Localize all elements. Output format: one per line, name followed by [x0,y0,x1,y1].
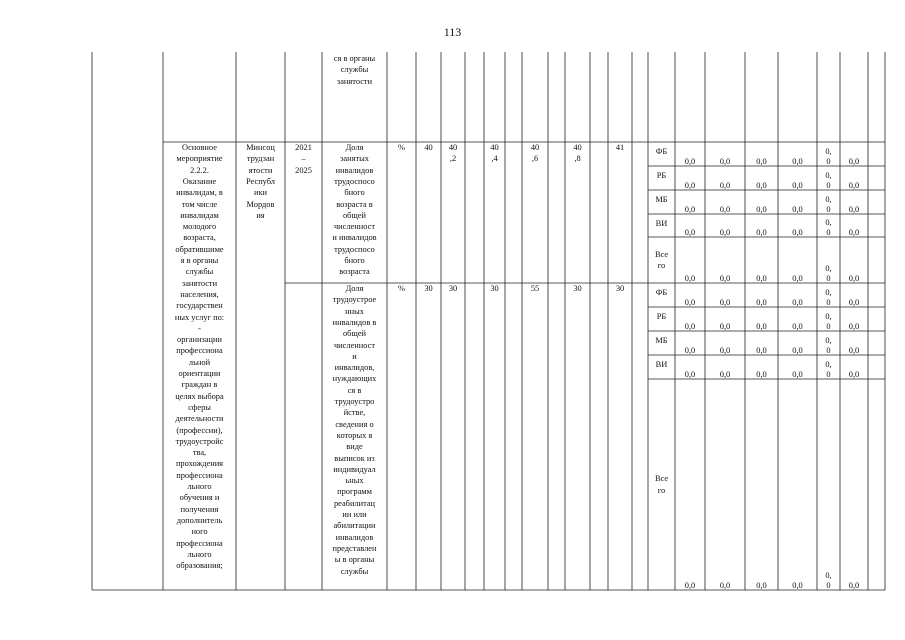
indicator-name-line: нуждающих [332,374,377,384]
finance-value: 0,0 [756,181,767,190]
indicator-name-line: занятых [340,154,369,164]
finance-value: 0,0 [756,581,767,590]
indicator-unit: % [398,143,405,152]
finance-value: 0,0 [848,228,860,237]
finance-value: 0,0 [848,274,860,283]
finance-value: 0,0 [756,274,767,283]
executor-line: ия [256,210,265,220]
executor-line: Мордов [246,199,275,209]
finance-value-part: 0 [826,370,831,379]
indicator-name-line: индивидуал [333,464,376,474]
finance-value: 0,0 [756,157,767,166]
finance-value: 0,0 [719,581,731,590]
activity-name-line: - [198,323,201,333]
executor-line: ятости [248,165,273,175]
finance-source-label: МБ [655,336,668,345]
finance-value-part: 0 [826,228,831,237]
indicator-name-line: ся в [347,385,362,395]
indicator-name-line: реабилитац [333,498,376,508]
finance-value: 0,0 [719,346,731,355]
activity-name-line: мероприятие [176,154,223,164]
finance-value: 0,0 [792,181,803,190]
indicator-unit: % [398,284,405,293]
indicator-name-line: ьных [345,476,364,486]
indicator-name-line: трудоспосо [334,176,375,186]
activity-name-line: граждан в [181,380,218,390]
finance-value: 0,0 [684,581,696,590]
page-number: 113 [443,25,462,39]
indicator-name-line: службы [340,566,369,576]
indicator-target-value: ,4 [491,154,498,164]
activity-name-line: льной [188,357,211,367]
indicator-name-line: численност [333,222,376,232]
activity-name-line: организации [177,335,222,345]
finance-value: 0,0 [719,322,731,331]
activity-name-line: деятельности [175,414,224,424]
activity-name-line: профессиона [176,538,223,548]
activity-name-line: трудоустройс [175,436,224,446]
finance-source-label: РБ [656,312,667,321]
indicator-target-value: 40 [490,143,499,152]
activity-name-line: ных услуг по: [174,312,225,322]
activity-name-line: населения, [180,289,219,299]
finance-value: 0,0 [684,205,696,214]
period-line: 2025 [295,165,312,175]
finance-value: 0,0 [848,157,860,166]
finance-value-part: 0, [825,171,832,180]
finance-value-part: 0, [825,264,832,273]
finance-value: 0,0 [756,322,767,331]
finance-source-label: РБ [656,171,667,180]
finance-value: 0,0 [684,298,696,307]
finance-value-part: 0 [826,274,831,283]
finance-source-label: ФБ [655,147,668,156]
finance-value: 0,0 [848,370,860,379]
finance-value: 0,0 [792,346,803,355]
finance-value: 0,0 [848,181,860,190]
finance-value: 0,0 [719,205,731,214]
indicator-name-line: возраста в [336,199,373,209]
activity-name-line: инвалидам [180,210,219,220]
finance-value: 0,0 [848,581,860,590]
indicator-name-line: общей [342,329,367,339]
finance-value: 0,0 [684,181,696,190]
activity-name-line: льного [187,549,212,559]
indicator-name-line: трудоустрое [332,295,377,305]
activity-name-line: целях выбора [175,391,224,401]
finance-value: 0,0 [756,205,767,214]
indicator-target-value: ,6 [531,154,539,164]
indicator-name-line: и [352,351,357,361]
finance-value: 0,0 [719,370,731,379]
indicator-name-line: виде [346,442,363,452]
finance-value: 0,0 [848,346,860,355]
indicator-name-line: численност [333,340,376,350]
activity-name-line: сферы [188,402,211,412]
indicator-name-continued: ся в органы [333,54,376,63]
finance-value: 0,0 [848,322,860,331]
finance-value-part: 0 [826,581,831,590]
executor-line: Минсоц [246,143,275,152]
activity-name-line: инвалидам, в [176,188,223,198]
indicator-name-line: возраста [339,267,370,277]
finance-value: 0,0 [684,228,696,237]
finance-value-part: 0 [826,298,831,307]
activity-name-line: ного [191,527,208,537]
indicator-name-line: йстве, [343,408,366,418]
finance-value: 0,0 [792,322,803,331]
activity-name-line: ориентации [178,369,221,378]
executor-line: Республ [246,176,275,186]
indicator-name-continued: занятости [336,76,373,86]
finance-value: 0,0 [684,346,696,355]
activity-name-line: Основное [182,143,217,152]
finance-source-label: ФБ [655,288,668,297]
finance-value-part: 0 [826,205,831,214]
activity-name-line: (профессии), [176,425,223,435]
indicator-name-line: бного [344,188,365,198]
finance-value: 0,0 [756,298,767,307]
activity-name-line: том числе [181,199,218,209]
indicator-name-line: Доля [345,143,364,152]
activity-name-line: профессиона [176,346,223,356]
indicator-target-value: 30 [490,284,499,293]
finance-source-label: МБ [655,195,668,204]
activity-name-line: государствен [176,301,223,311]
indicator-name-line: Доля [345,284,364,293]
finance-value-part: 0, [825,336,832,345]
activity-name-line: дополнитель [176,515,223,525]
executor-line: трудзан [246,154,275,164]
executor-line: ики [253,188,268,198]
finance-value-part: 0 [826,322,831,331]
finance-value-part: 0, [825,218,832,227]
finance-value: 0,0 [719,157,731,166]
activity-name-line: занятости [181,278,218,288]
finance-value: 0,0 [792,228,803,237]
indicator-target-value: 41 [615,143,625,152]
period-line: – [301,154,306,164]
finance-value-part: 0, [825,288,832,297]
activity-name-line: обратившиме [175,244,224,254]
finance-value: 0,0 [792,205,803,214]
finance-value: 0,0 [848,205,860,214]
indicator-name-line: инвалидов, [334,363,375,373]
finance-value-part: 0, [825,147,832,156]
indicator-target-value: 30 [448,284,458,293]
indicator-target-value: 40 [573,143,582,152]
finance-value-part: 0, [825,312,832,321]
indicator-name-line: сведения о [335,419,374,429]
indicator-target-value: 40 [424,143,433,152]
finance-source-label: Все [654,474,669,484]
activity-name-line: я в органы [180,256,219,265]
activity-name-line: льного [187,482,212,491]
activity-name-line: прохождения [175,459,224,469]
indicator-name-line: которых я [336,430,373,440]
indicator-target-value: 30 [424,284,433,293]
indicator-name-line: выписок из [334,453,375,463]
finance-value: 0,0 [719,274,731,283]
activity-name-line: обучения и [179,493,220,503]
indicator-name-line: инвалидов [335,165,374,175]
indicator-name-line: инвалидов в [332,317,377,327]
finance-source-label: Все [654,249,669,259]
indicator-name-line: ии или [342,510,367,519]
indicator-target-value: 55 [530,284,540,293]
finance-value: 0,0 [684,370,696,379]
activity-name-line: молодого [182,222,217,232]
finance-value: 0,0 [756,228,767,237]
finance-value-part: 0, [825,360,832,369]
indicator-name-line: программ [337,487,372,497]
finance-value: 0,0 [792,370,803,379]
activity-name-line: Оказание [182,176,217,186]
finance-value: 0,0 [792,157,803,166]
finance-value: 0,0 [719,298,731,307]
finance-value-part: 0 [826,346,831,355]
finance-value-part: 0, [825,195,832,204]
activity-name-line: получения [180,504,219,514]
activity-name-line: профессиона [176,470,223,480]
indicator-target-value: ,2 [449,154,457,164]
indicator-name-line: абилитации [333,521,376,531]
indicator-target-value: 40 [530,143,540,152]
finance-value: 0,0 [719,228,731,237]
finance-value: 0,0 [792,298,803,307]
indicator-name-line: и инвалидов [332,233,377,243]
activity-name-line: тва, [192,448,207,458]
indicator-name-line: трудоустро [334,397,375,406]
period-line: 2021 [295,143,312,152]
finance-value: 0,0 [684,157,696,166]
finance-value-part: 0 [826,157,831,166]
finance-source-label: ВИ [655,360,668,369]
finance-value: 0,0 [792,581,803,590]
finance-value: 0,0 [684,274,696,283]
finance-source-label: го [657,261,666,270]
indicator-name-line: нных [345,306,364,316]
finance-value: 0,0 [719,181,731,190]
indicator-target-value: 40 [448,143,458,152]
activity-name-line: возраста, [183,233,216,243]
activity-name-line: службы [185,267,214,277]
finance-value: 0,0 [756,346,767,355]
indicator-name-line: трудоспосо [334,244,375,254]
activity-name-line: 2.2.2. [190,165,209,175]
finance-source-label: ВИ [655,219,668,228]
activity-name-line: образования; [176,561,223,571]
indicator-name-continued: службы [340,65,369,75]
indicator-target-value: ,8 [574,154,581,164]
indicator-target-value: 30 [573,284,582,293]
indicator-name-line: представлен [332,543,377,553]
finance-value: 0,0 [756,370,767,379]
indicator-name-line: бного [344,256,365,265]
indicator-name-line: общей [342,210,367,220]
finance-source-label: го [657,485,666,495]
indicator-target-value: 30 [615,284,625,293]
indicator-name-line: ы в органы [334,555,375,565]
finance-value-part: 0, [825,571,832,580]
indicator-name-line: инвалидов [335,532,374,542]
finance-value-part: 0 [826,181,831,190]
finance-value: 0,0 [792,274,803,283]
finance-value: 0,0 [684,322,696,331]
finance-value: 0,0 [848,298,860,307]
